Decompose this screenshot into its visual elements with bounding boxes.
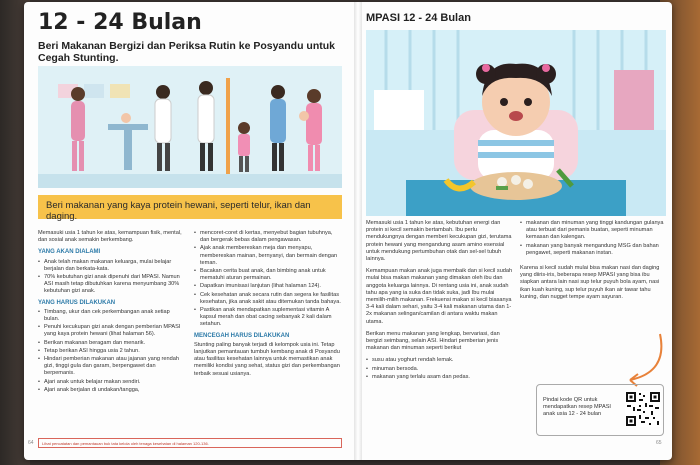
section-heading-dilakukan: YANG HARUS DILAKUKAN <box>38 299 116 306</box>
section-heading-cegah: MENCEGAH HARUS DILAKUKAN <box>194 332 290 339</box>
left-page <box>24 2 354 460</box>
posyandu-illustration <box>38 66 342 188</box>
list-item: • 70% kebutuhan gizi anak dipenuhi dari MPASI. Namun ASI masih tetap dibutuhkan karena menyumbang 30% kebutuhan gizi anak. <box>38 274 186 296</box>
dilakukan-list <box>38 309 186 394</box>
avoid-list <box>366 357 514 381</box>
qr-code-box <box>536 384 664 436</box>
list-item: • Ajak anak membereskan meja dan menyapu, membereskan mainan, bernyanyi, dan bermain dengan teman. <box>194 245 342 267</box>
page-subtitle: Beri Makanan Bergizi dan Periksa Rutin ke Posyandu untuk Cegah Stunting. <box>38 40 335 64</box>
list-item: • Berikan makanan beragam dan menarik. <box>38 340 186 347</box>
section-heading-dialami: YANG AKAN DIALAMI <box>38 249 101 256</box>
list-item: • Hindari pemberian makanan atau jajanan yang rendah gizi, tinggi gula dan garam, berpengawet dan berpemanis. <box>38 356 186 378</box>
page-title-right: MPASI 12 - 24 Bulan <box>366 12 471 24</box>
recipe-paragraph: Karena si kecil sudah mulai bisa makan nasi dan daging yang diiris-iris, beberapa resep MPASI yang bisa ibu siapkan antara lain nasi sup telur puyuh bola ayam, nasi ikan kuah kuning, sup telur puyuh ikan air tawar tahu kuning, dan nugget tempe ayam sayuran. <box>520 265 660 300</box>
list-item: • makanan dan minuman yang tinggi kandungan gulanya atau terbuat dari pemanis buatan, seperti minuman kemasan dan kalengan. <box>520 220 666 242</box>
cegah-text: Stunting paling banyak terjadi di kelompok usia ini. Tetap lanjutkan pemantauan tumbuh kembang anak di Posyandu atau fasilitas kesehatan lainnya untuk memastikan anak memiliki kondisi yang sehat, status gizi dan perkembangan terbaik sesuai usianya. <box>194 341 340 377</box>
right-column-2 <box>520 220 666 306</box>
col2-list <box>194 230 342 329</box>
right-column-1 <box>366 220 514 382</box>
list-item: • Ajari anak untuk belajar makan sendiri. <box>38 379 186 386</box>
intro-text: Memasuki usia 1 tahun ke atas, kemampuan fisik, mental, dan sosial anak semakin berkembang. <box>38 230 182 244</box>
list-item: • Timbang, ukur dan cek perkembangan anak setiap bulan. <box>38 309 186 323</box>
qr-code-icon[interactable] <box>625 391 661 427</box>
left-column-2 <box>194 230 342 383</box>
list-item: • Bacakan cerita buat anak, dan bimbing anak untuk mematuhi aturan permainan. <box>194 268 342 282</box>
paragraph: Berikan menu makanan yang lengkap, bervariasi, dan bergizi seimbang, selain ASI. Hindari pemberian jenis makanan dan minuman seperti berikut <box>366 330 500 352</box>
list-item: • Pastikan anak mendapatkan suplementasi vitamin A kapsul merah dan obat cacing sebanyak 2 kali dalam setahun. <box>194 307 342 329</box>
list-item: • susu atau yoghurt rendah lemak. <box>366 357 514 364</box>
paragraph: Memasuki usia 1 tahun ke atas, kebutuhan energi dan protein si kecil semakin bertambah. Ibu perlu mendukungnya dengan memberi kecukupan gizi, terutama protein hewani yang mengandung asam amino esensial untuk mendukung pertumbuhan otak dan sel-sel tubuh lainnya. <box>366 220 512 263</box>
list-item: • minuman bersoda. <box>366 366 514 373</box>
list-item: • Tetap berikan ASI hingga usia 2 tahun. <box>38 348 186 355</box>
list-item: • Anak telah makan makanan keluarga, mulai belajar berjalan dan berkata-kata. <box>38 259 186 273</box>
list-item: • makanan yang terlalu asam dan pedas. <box>366 374 514 381</box>
list-item: • Ajari anak berjalan di undakan/tangga, <box>38 387 186 394</box>
baby-eating-illustration <box>366 30 666 216</box>
right-page <box>360 2 672 460</box>
page-title: 12 - 24 Bulan <box>38 10 202 35</box>
paragraph: Kemampuan makan anak juga membaik dan si kecil sudah mulai bisa makan makanan yang dimakan oleh ibu dan anggota keluarga lainnya. Di rentang usia ini, anak sudah tahu apa yang ia suka dan tidak suka, jadi Ibu mulai memilih-milih makanan. Frekuensi makan si kecil biasanya 3-4 kali dalam sehari, yaitu 3-4 kali makanan utama dan 1-2x makanan selingan/camilan di antara waktu makan utama. <box>366 268 513 325</box>
qr-instruction: Pindai kode QR untuk mendapatkan resep MPASI anak usia 12 - 24 bulan <box>543 397 611 417</box>
footnote: Lihat pencatatan dan pemantauan buk tata kelola oleh tenaga kesehatan di halaman 120-136. <box>38 438 342 448</box>
list-item: • Dapatkan imunisasi lanjutan (lihat halaman 124). <box>194 283 342 290</box>
page-number-right: 65 <box>656 440 662 446</box>
page-number-left: 64 <box>28 440 34 446</box>
list-item: • makanan yang banyak mengandung MSG dan bahan pengawet, seperti makanan instan. <box>520 243 666 257</box>
list-item: • Penuhi kecukupan gizi anak dengan pemberian MPASI yang kaya protein hewani (lihat halaman 56). <box>38 324 186 338</box>
avoid-list-continued <box>520 220 666 257</box>
list-item: • mencoret-coret di kertas, menyebut bagian tubuhnya, dan bergerak bebas dalam pengawasan. <box>194 230 342 244</box>
curved-arrow-icon <box>580 332 670 392</box>
list-item: • Cek kesehatan anak secara rutin dan segera ke fasilitas kesehatan, jika anak sakit atau ditemukan tanda bahaya. <box>194 292 342 306</box>
highlight-banner: Beri makanan yang kaya protein hewani, seperti telur, ikan dan daging. <box>38 195 342 219</box>
open-book <box>24 2 672 460</box>
left-column-1 <box>38 230 186 395</box>
dialami-list <box>38 259 186 296</box>
